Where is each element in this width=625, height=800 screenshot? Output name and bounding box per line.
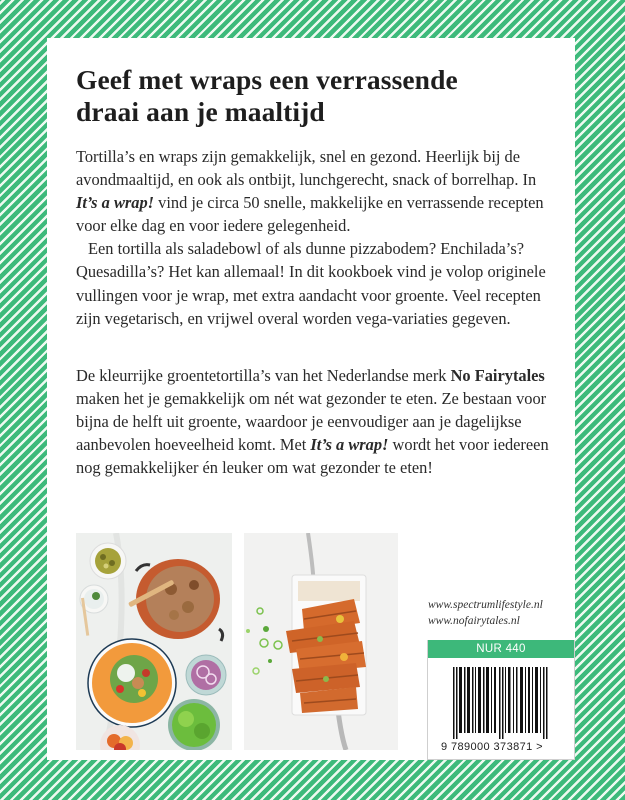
paragraph-2: Een tortilla als saladebowl of als dunne pizzabodem? Enchilada’s? Quesadilla’s? Het kan allemaal! In dit kookboek vind je volop originele vullingen voor je wrap, met extra aandacht voor groente. Veel recepten zijn vegetarisch, en vrijwel overal worden vega-variaties gegeven. [76,239,546,328]
nur-code-label: NUR 440 [428,640,574,658]
paragraph-3-text-b: maken het je gemakkelijk om nét wat gezonder te eten. Ze bestaan voor bijna de helft uit groente, waardoor je eenvoudiger aan je dagelijkse aanbevolen hoeveelheid komt. Met [76,389,547,455]
photo-table-spread [76,533,232,750]
barcode-icon [453,667,553,739]
paragraph-3-text-c: wordt het voor iedereen nog gemakkelijker én leuker om wat gezonder te eten! [76,435,549,478]
heading-line-2: draai aan je maaltijd [76,96,325,127]
paragraph-1-text-a: Tortilla’s en wraps zijn gemakkelijk, snel en gezond. Heerlijk bij de avondmaaltijd, en ook als ontbijt, lunchgerecht, snack of borrelhap. In [76,147,537,190]
photo-grilled-wraps [244,533,398,750]
cover-heading [76,64,556,128]
barcode-digits: 9 789000 373871 > [441,741,543,753]
book-title-emphasis: It’s a wrap! [76,193,155,213]
food-spread-illustration [76,533,232,750]
url-spectrum[interactable]: www.spectrumlifestyle.nl [428,599,543,611]
brand-name-emphasis: No Fairytales [450,366,545,385]
paragraph-1 [76,145,556,237]
paragraph-3 [76,364,556,479]
grilled-wraps-illustration [244,533,398,750]
url-nofairytales[interactable]: www.nofairytales.nl [428,615,520,627]
paragraph-3-text-a: De kleurrijke groentetortilla’s van het Nederlandse merk [76,366,451,385]
heading-line-1: Geef met wraps een verrassende [76,64,458,95]
brand-text [76,364,556,479]
paragraph-1-text-b: vind je circa 50 snelle, makkelijke en verrassende recepten voor elke dag en voor iedere gelegenheid. [76,193,544,236]
book-title-emphasis: It’s a wrap! [310,435,389,455]
back-cover-panel [47,38,575,760]
website-links [428,597,543,629]
isbn-box [427,640,575,760]
blurb-text [76,145,556,330]
